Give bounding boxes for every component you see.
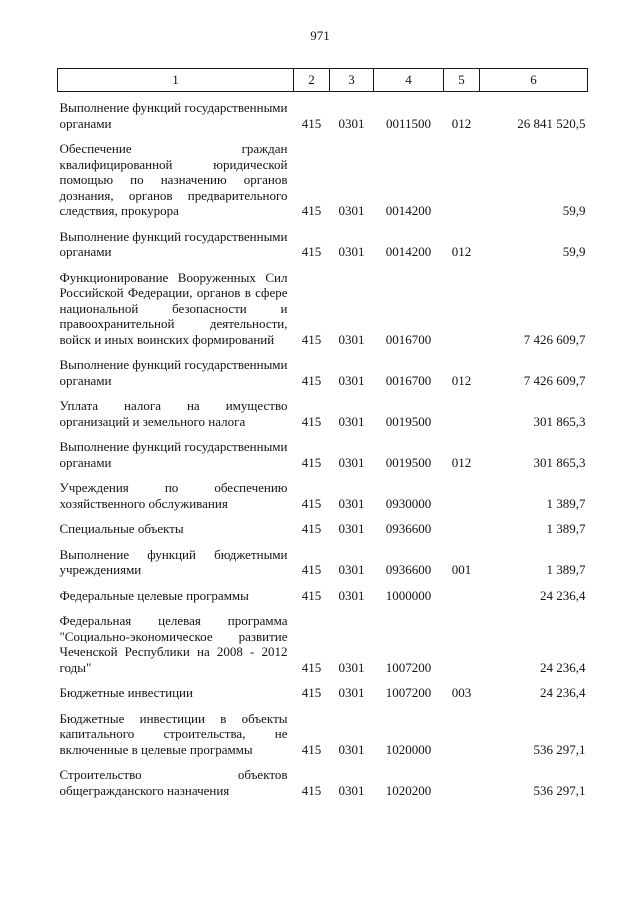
row-description: Выполнение функций бюджетными учреждениями	[59, 546, 288, 577]
cell-ministry-code: 415	[301, 372, 322, 388]
cell-expense-type	[444, 711, 480, 768]
cell-target-code: 0014200	[385, 203, 432, 218]
cell-section-code: 0301	[338, 454, 365, 470]
cell-section-code: 0301	[338, 521, 365, 536]
column-header: 2	[294, 69, 330, 92]
cell-amount: 536 297,1	[533, 782, 586, 798]
table-row	[58, 613, 588, 685]
table-row	[58, 711, 588, 768]
cell-expense-type: 012	[451, 115, 472, 131]
cell-amount: 1 389,7	[546, 521, 586, 536]
cell-section-code: 0301	[338, 659, 365, 675]
table-body	[58, 92, 588, 809]
cell-section-code: 0301	[338, 685, 365, 700]
cell-target-code: 0016700	[385, 372, 432, 388]
cell-ministry-code: 415	[301, 562, 322, 577]
cell-ministry-code: 415	[301, 331, 322, 347]
cell-ministry-code: 415	[301, 659, 322, 675]
cell-ministry-code: 415	[301, 741, 322, 757]
cell-target-code: 0016700	[385, 331, 432, 347]
row-description: Строительство объектов общегражданского назначения	[59, 767, 288, 798]
row-description: Выполнение функций государственными органами	[59, 100, 288, 131]
column-header: 4	[374, 69, 444, 92]
cell-amount: 301 865,3	[533, 413, 586, 429]
page-number: 971	[310, 28, 330, 43]
cell-amount: 59,9	[562, 203, 586, 218]
row-description: Федеральная целевая программа "Социально-экономическое развитие Чеченской Республики на 2008 - 2012 годы"	[59, 613, 288, 675]
cell-ministry-code: 415	[301, 782, 322, 798]
table-row	[58, 521, 588, 547]
column-header: 5	[444, 69, 480, 92]
cell-expense-type: 012	[451, 372, 472, 388]
table-row	[58, 588, 588, 614]
cell-ministry-code: 415	[301, 413, 322, 429]
cell-ministry-code: 415	[301, 495, 322, 511]
cell-section-code: 0301	[338, 115, 365, 131]
cell-ministry-code: 415	[301, 115, 322, 131]
cell-target-code: 0019500	[385, 454, 432, 470]
cell-target-code: 0936600	[385, 521, 432, 536]
cell-section-code: 0301	[338, 372, 365, 388]
cell-amount: 26 841 520,5	[517, 115, 586, 131]
cell-amount: 59,9	[562, 244, 586, 259]
budget-table	[57, 68, 588, 808]
cell-section-code: 0301	[338, 413, 365, 429]
row-description: Бюджетные инвестиции в объекты капитального строительства, не включенные в целевые программы	[59, 710, 288, 757]
column-header: 3	[330, 69, 374, 92]
cell-section-code: 0301	[338, 203, 365, 218]
row-description: Выполнение функций государственными органами	[59, 228, 288, 259]
cell-section-code: 0301	[338, 587, 365, 603]
table-header	[58, 69, 588, 92]
cell-ministry-code: 415	[301, 587, 322, 603]
cell-amount: 536 297,1	[533, 741, 586, 757]
cell-expense-type	[444, 588, 480, 614]
cell-ministry-code: 415	[301, 685, 322, 700]
cell-expense-type: 012	[451, 244, 472, 259]
cell-target-code: 0930000	[385, 495, 432, 511]
row-description: Функционирование Вооруженных Сил Российской Федерации, органов в сфере национальной безопасности и правоохранительной деятельности, войск и иных воинских формирований	[59, 269, 288, 347]
table-row	[58, 767, 588, 808]
table-row	[58, 229, 588, 270]
cell-expense-type	[444, 613, 480, 685]
table-row	[58, 547, 588, 588]
cell-amount: 1 389,7	[546, 562, 586, 577]
cell-section-code: 0301	[338, 331, 365, 347]
cell-section-code: 0301	[338, 562, 365, 577]
row-description: Бюджетные инвестиции	[59, 685, 193, 700]
cell-amount: 1 389,7	[546, 495, 586, 511]
cell-amount: 301 865,3	[533, 454, 586, 470]
cell-target-code: 0011500	[385, 115, 432, 131]
cell-section-code: 0301	[338, 244, 365, 259]
cell-amount: 24 236,4	[540, 685, 586, 700]
table-row	[58, 685, 588, 711]
cell-target-code: 1007200	[385, 659, 432, 675]
cell-target-code: 1020000	[385, 741, 432, 757]
cell-amount: 24 236,4	[540, 587, 586, 603]
budget-table-container	[57, 68, 587, 808]
cell-amount: 7 426 609,7	[523, 372, 586, 388]
row-description: Выполнение функций государственными органами	[59, 439, 288, 470]
cell-expense-type	[444, 398, 480, 439]
table-row	[58, 270, 588, 358]
cell-target-code: 1007200	[385, 685, 432, 700]
table-row	[58, 357, 588, 398]
cell-target-code: 1020200	[385, 782, 432, 798]
cell-expense-type: 012	[451, 454, 472, 470]
cell-expense-type	[444, 521, 480, 547]
cell-ministry-code: 415	[301, 244, 322, 259]
cell-section-code: 0301	[338, 495, 365, 511]
cell-target-code: 0019500	[385, 413, 432, 429]
row-description: Федеральные целевые программы	[59, 587, 249, 603]
row-description: Специальные объекты	[59, 521, 184, 536]
cell-ministry-code: 415	[301, 454, 322, 470]
cell-amount: 24 236,4	[540, 659, 586, 675]
row-description: Уплата налога на имущество организаций и земельного налога	[59, 398, 288, 429]
cell-target-code: 1000000	[385, 587, 432, 603]
cell-ministry-code: 415	[301, 521, 322, 536]
cell-target-code: 0014200	[385, 244, 432, 259]
table-row	[58, 92, 588, 142]
column-header: 1	[58, 69, 294, 92]
cell-amount: 7 426 609,7	[523, 331, 586, 347]
header-row	[58, 69, 588, 92]
cell-section-code: 0301	[338, 782, 365, 798]
cell-section-code: 0301	[338, 741, 365, 757]
cell-expense-type: 001	[451, 562, 472, 577]
table-row	[58, 439, 588, 480]
cell-expense-type	[444, 767, 480, 808]
cell-ministry-code: 415	[301, 203, 322, 218]
table-row	[58, 141, 588, 229]
cell-target-code: 0936600	[385, 562, 432, 577]
table-row	[58, 398, 588, 439]
cell-expense-type	[444, 141, 480, 229]
cell-expense-type	[444, 270, 480, 358]
row-description: Учреждения по обеспечению хозяйственного обслуживания	[59, 480, 288, 511]
column-header: 6	[480, 69, 588, 92]
row-description: Обеспечение граждан квалифицированной юридической помощью по назначению органов дознания, органов предварительного следствия, прокурора	[59, 141, 288, 218]
cell-expense-type	[444, 480, 480, 521]
cell-expense-type: 003	[451, 685, 472, 700]
row-description: Выполнение функций государственными органами	[59, 357, 288, 388]
table-row	[58, 480, 588, 521]
